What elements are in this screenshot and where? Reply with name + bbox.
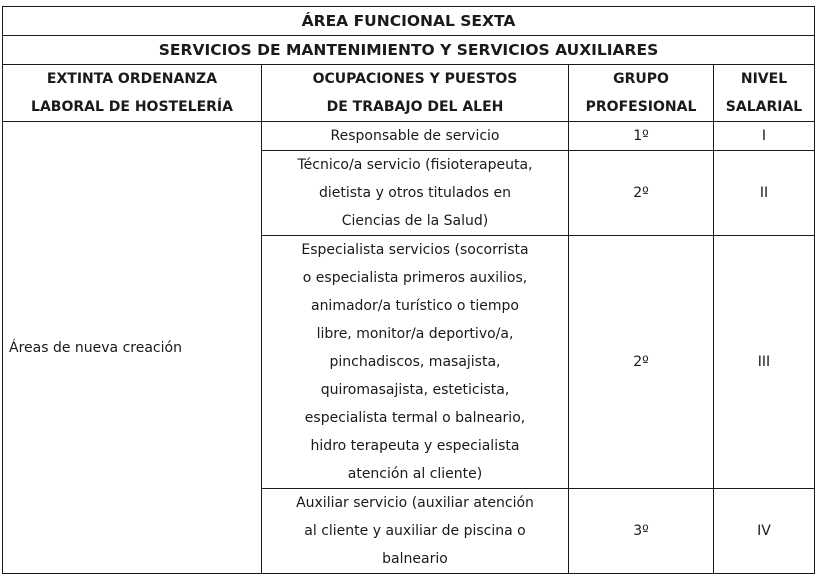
- occupation-line: animador/a turístico o tiempo: [310, 298, 519, 314]
- title-row: [3, 7, 815, 36]
- column-header-row: [3, 65, 815, 122]
- header-grupo-line: GRUPO: [613, 71, 669, 87]
- header-ocupaciones-line: OCUPACIONES Y PUESTOS: [312, 71, 518, 87]
- subtitle-row: [3, 36, 815, 65]
- header-ocupaciones: [262, 65, 569, 122]
- header-ordenanza-line: EXTINTA ORDENANZA: [46, 71, 218, 87]
- header-grupo-line: PROFESIONAL: [585, 99, 697, 115]
- occupation-cell: [262, 122, 569, 151]
- occupation-cell: [262, 236, 569, 489]
- occupation-line: hidro terapeuta y especialista: [310, 438, 520, 454]
- occupation-line: balneario: [382, 551, 448, 567]
- area-subtitle: SERVICIOS DE MANTENIMIENTO Y SERVICIOS AUXILIARES: [3, 36, 815, 65]
- occupation-cell: [262, 489, 569, 574]
- table-row: [3, 122, 815, 151]
- grupo-cell: 3º: [569, 489, 714, 574]
- occupation-line: Auxiliar servicio (auxiliar atención: [296, 495, 534, 511]
- grupo-cell: 2º: [569, 151, 714, 236]
- header-nivel-line: NIVEL: [740, 71, 788, 87]
- header-nivel: [714, 65, 815, 122]
- occupation-line: libre, monitor/a deportivo/a,: [316, 326, 514, 342]
- nivel-cell: III: [714, 236, 815, 489]
- header-ordenanza: [3, 65, 262, 122]
- header-nivel-line: SALARIAL: [725, 99, 803, 115]
- occupation-line: especialista termal o balneario,: [304, 410, 526, 426]
- nivel-cell: IV: [714, 489, 815, 574]
- occupation-line: quiromasajista, esteticista,: [320, 382, 510, 398]
- occupation-line: Responsable de servicio: [330, 128, 500, 144]
- occupation-line: Técnico/a servicio (fisioterapeuta,: [297, 157, 533, 173]
- grupo-cell: 1º: [569, 122, 714, 151]
- nivel-cell: I: [714, 122, 815, 151]
- occupation-line: o especialista primeros auxilios,: [302, 270, 528, 286]
- header-ocupaciones-line: DE TRABAJO DEL ALEH: [326, 99, 504, 115]
- occupation-line: Especialista servicios (socorrista: [301, 242, 529, 258]
- occupation-line: al cliente y auxiliar de piscina o: [304, 523, 526, 539]
- header-grupo: [569, 65, 714, 122]
- area-title: ÁREA FUNCIONAL SEXTA: [3, 7, 815, 36]
- area-cell: Áreas de nueva creación: [3, 122, 262, 574]
- nivel-cell: II: [714, 151, 815, 236]
- occupation-line: Ciencias de la Salud): [341, 213, 489, 229]
- occupation-line: atención al cliente): [347, 466, 483, 482]
- occupation-line: pinchadiscos, masajista,: [329, 354, 501, 370]
- header-ordenanza-line: LABORAL DE HOSTELERÍA: [31, 99, 233, 115]
- grupo-cell: 2º: [569, 236, 714, 489]
- occupation-cell: [262, 151, 569, 236]
- classification-table: [2, 6, 815, 574]
- occupation-line: dietista y otros titulados en: [318, 185, 512, 201]
